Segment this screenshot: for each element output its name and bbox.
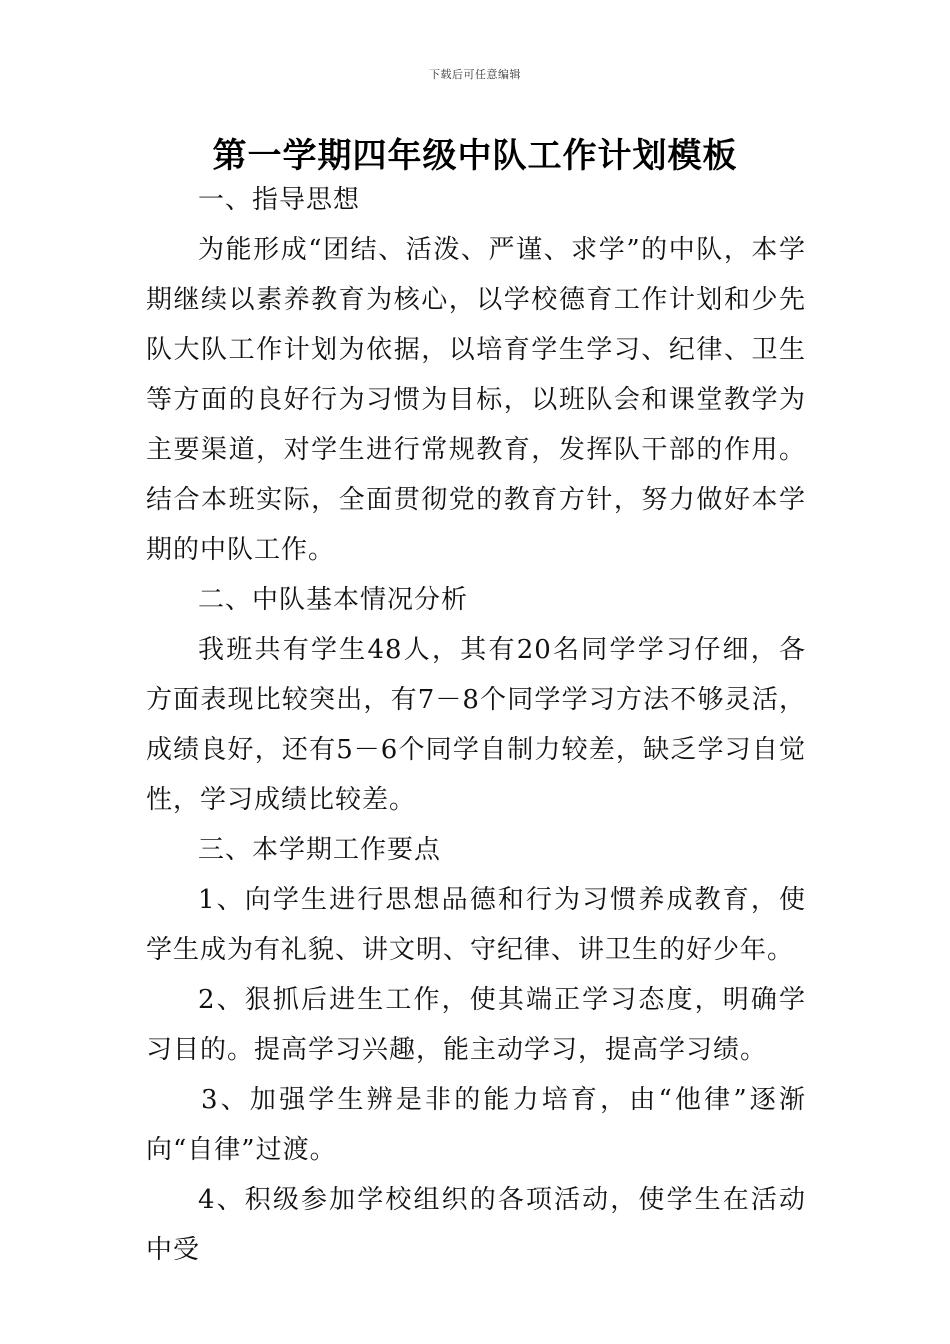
paragraph-guiding-thought: 为能形成“团结、活泼、严谨、求学”的中队，本学期继续以素养教育为核心，以学校德育工作计划和少先队大队工作计划为依据，以培育学生学习、纪律、卫生等方面的良好行为习惯为目标，以班队会和课堂教学为主要渠道，对学生进行常规教育，发挥队干部的作用。结合本班实际，全面贯彻党的教育方针，努力做好本学期的中队工作。 [146, 235, 806, 565]
section-heading-situation-analysis: 二、中队基本情况分析 [198, 585, 469, 615]
work-point-2: 2、狠抓后进生工作，使其端正学习态度，明确学习目的。提高学习兴趣，能主动学习，提高学习绩。 [146, 985, 806, 1065]
section-heading-guiding-thought: 一、指导思想 [198, 185, 361, 215]
paragraph-situation-analysis: 我班共有学生48人，其有20名同学学习仔细，各方面表现比较突出，有7－8个同学学习方法不够灵活，成绩良好，还有5－6个同学自制力较差，缺乏学习自觉性，学习成绩比较差。 [146, 635, 806, 815]
work-point-4: 4、积级参加学校组织的各项活动，使学生在活动中受 [146, 1185, 806, 1265]
work-point-1: 1、向学生进行思想品德和行为习惯养成教育，使学生成为有礼貌、讲文明、守纪律、讲卫生的好少年。 [146, 885, 806, 965]
header-note: 下载后可任意编辑 [429, 68, 521, 81]
section-heading-work-points: 三、本学期工作要点 [198, 835, 442, 865]
document-title: 第一学期四年级中队工作计划模板 [212, 136, 738, 176]
document-body [146, 175, 806, 1275]
work-point-3: 3、加强学生辨是非的能力培育，由“他律”逐渐向“自律”过渡。 [146, 1085, 806, 1165]
